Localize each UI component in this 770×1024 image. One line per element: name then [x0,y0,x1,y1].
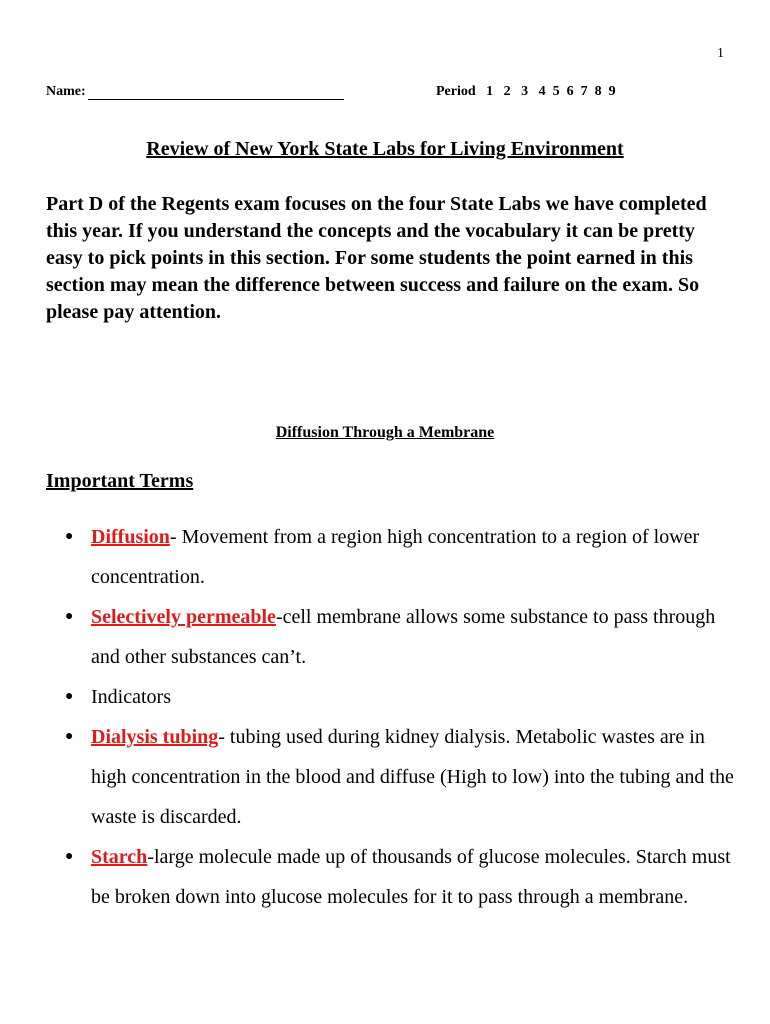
intro-paragraph: Part D of the Regents exam focuses on the four State Labs we have completed this year. If you understand the concepts and the vocabulary it can be pretty easy to pick points in this section. For some students the point earned in this section may mean the difference between success and failure on the exam. So please pay attention. [46,193,707,323]
list-item [46,517,736,597]
terms-list [46,517,736,917]
name-label: Name: [46,84,86,99]
name-blank-line [88,99,344,100]
term-definition: Indicators [91,686,171,708]
bullet-icon: ● [65,849,74,864]
term-name: Dialysis tubing [91,726,219,748]
bullet-icon: ● [65,609,74,624]
term-definition: - Movement from a region high concentration to a region of lower concentration. [91,526,700,588]
page-number: 1 [717,46,724,61]
document-title: Review of New York State Labs for Living Environment [146,138,624,160]
term-definition: -large molecule made up of thousands of glucose molecules. Starch must be broken down into glucose molecules for it to pass through a membrane. [91,846,731,908]
section-title: Diffusion Through a Membrane [275,424,495,441]
term-definition: - tubing used during kidney dialysis. Metabolic wastes are in high concentration in the blood and diffuse (High to low) into the tubing and the waste is discarded. [91,726,734,828]
bullet-icon: ● [65,729,74,744]
list-item [46,837,736,917]
period-label: Period 1 2 3 4 5 6 7 8 9 [436,84,616,99]
term-name: Starch [91,846,148,868]
term-definition: -cell membrane allows some substance to pass through and other substances can’t. [91,606,716,668]
bullet-icon: ● [65,529,74,544]
term-name: Diffusion [91,526,170,548]
list-item [46,717,736,837]
list-item [46,677,736,717]
bullet-icon: ● [65,689,74,704]
terms-heading: Important Terms [46,470,194,492]
list-item [46,597,736,677]
term-name: Selectively permeable [91,606,276,628]
